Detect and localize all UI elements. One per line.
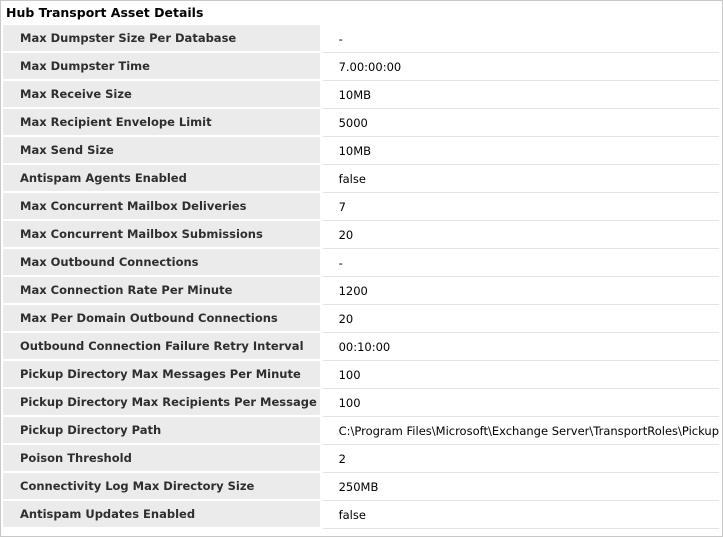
row-label: Pickup Directory Path	[3, 417, 320, 445]
row-value: 2	[323, 445, 719, 473]
table-row	[3, 501, 719, 529]
row-label: Antispam Updates Enabled	[3, 501, 320, 529]
table-row	[3, 221, 719, 249]
table-row	[3, 333, 719, 361]
panel-title: Hub Transport Asset Details	[6, 5, 204, 20]
row-label: Antispam Agents Enabled	[3, 165, 320, 193]
row-value: 250MB	[323, 473, 719, 501]
row-label: Pickup Directory Max Recipients Per Message	[3, 389, 320, 417]
table-row	[3, 109, 719, 137]
row-label: Max Recipient Envelope Limit	[3, 109, 320, 137]
row-value: 20	[323, 305, 719, 333]
row-value: false	[323, 165, 719, 193]
row-value: 1200	[323, 277, 719, 305]
row-label: Max Per Domain Outbound Connections	[3, 305, 320, 333]
row-label: Max Concurrent Mailbox Submissions	[3, 221, 320, 249]
row-value: 00:10:00	[323, 333, 719, 361]
row-label: Max Dumpster Time	[3, 53, 320, 81]
table-row	[3, 305, 719, 333]
table-row	[3, 81, 719, 109]
row-value: 10MB	[323, 81, 719, 109]
row-value: 20	[323, 221, 719, 249]
table-row	[3, 277, 719, 305]
table-row	[3, 361, 719, 389]
row-label: Pickup Directory Max Messages Per Minute	[3, 361, 320, 389]
table-row	[3, 389, 719, 417]
table-row	[3, 473, 719, 501]
row-value: 100	[323, 361, 719, 389]
row-value: 7.00:00:00	[323, 53, 719, 81]
table-row	[3, 445, 719, 473]
row-value: C:\Program Files\Microsoft\Exchange Server\TransportRoles\Pickup	[323, 417, 719, 445]
row-label: Max Dumpster Size Per Database	[3, 25, 320, 53]
row-label: Max Connection Rate Per Minute	[3, 277, 320, 305]
table-row	[3, 193, 719, 221]
table-row	[3, 417, 719, 445]
details-table	[3, 25, 719, 529]
row-label: Outbound Connection Failure Retry Interval	[3, 333, 320, 361]
row-value: -	[323, 249, 719, 277]
table-row	[3, 165, 719, 193]
row-label: Max Send Size	[3, 137, 320, 165]
table-row	[3, 137, 719, 165]
row-value: false	[323, 501, 719, 529]
row-label: Poison Threshold	[3, 445, 320, 473]
table-row	[3, 249, 719, 277]
row-value: 100	[323, 389, 719, 417]
row-value: 10MB	[323, 137, 719, 165]
table-row	[3, 25, 719, 53]
row-label: Max Concurrent Mailbox Deliveries	[3, 193, 320, 221]
row-label: Connectivity Log Max Directory Size	[3, 473, 320, 501]
row-label: Max Receive Size	[3, 81, 320, 109]
row-value: 7	[323, 193, 719, 221]
table-row	[3, 53, 719, 81]
row-value: 5000	[323, 109, 719, 137]
row-value: -	[323, 25, 719, 53]
row-label: Max Outbound Connections	[3, 249, 320, 277]
